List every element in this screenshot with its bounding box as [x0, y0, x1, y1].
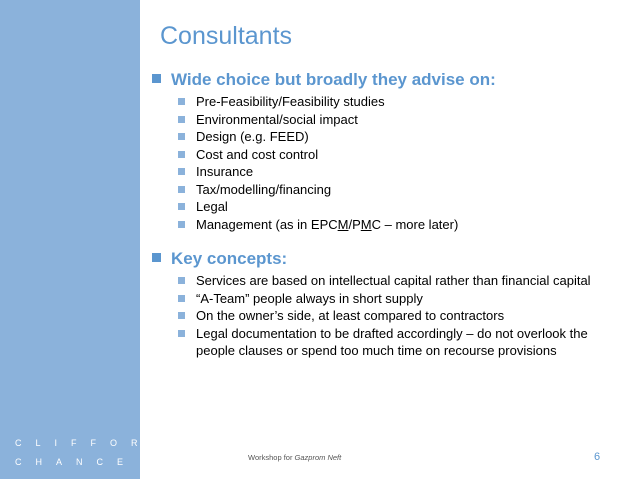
logo-line-1: CLIFFORD — [15, 438, 172, 448]
logo-line-2: CHANCE — [15, 457, 138, 467]
square-bullet-icon — [178, 186, 185, 193]
list-item: Cost and cost control — [176, 146, 616, 164]
section-heading-text: Wide choice but broadly they advise on: — [171, 70, 496, 89]
square-bullet-icon — [178, 151, 185, 158]
square-bullet-icon — [178, 98, 185, 105]
square-bullet-icon — [178, 295, 185, 302]
square-bullet-icon — [152, 74, 161, 83]
section-heading-key-concepts — [152, 249, 287, 269]
list-item: Insurance — [176, 163, 616, 181]
list-item: Environmental/social impact — [176, 111, 616, 129]
square-bullet-icon — [152, 253, 161, 262]
list-item: Design (e.g. FEED) — [176, 128, 616, 146]
clifford-chance-logo — [15, 434, 172, 472]
list-item: Legal documentation to be drafted accordingly – do not overlook the people clauses or spend too much time on recourse provisions — [176, 325, 616, 360]
footer-text: Workshop for Gazprom Neft — [248, 453, 342, 462]
list-item: “A-Team” people always in short supply — [176, 290, 616, 308]
square-bullet-icon — [178, 203, 185, 210]
list-item: Tax/modelling/financing — [176, 181, 616, 199]
list-item: Pre-Feasibility/Feasibility studies — [176, 93, 616, 111]
square-bullet-icon — [178, 221, 185, 228]
list-item: Services are based on intellectual capital rather than financial capital — [176, 272, 616, 290]
square-bullet-icon — [178, 312, 185, 319]
slide-title: Consultants — [160, 22, 293, 50]
key-concepts-list — [176, 272, 616, 360]
page-number: 6 — [594, 451, 601, 463]
section-heading-advise — [152, 70, 496, 90]
square-bullet-icon — [178, 116, 185, 123]
advise-list — [176, 93, 616, 233]
square-bullet-icon — [178, 168, 185, 175]
square-bullet-icon — [178, 330, 185, 337]
list-item: Management (as in EPCM/PMC – more later) — [176, 216, 616, 234]
left-sidebar-panel — [0, 0, 140, 479]
list-item: Legal — [176, 198, 616, 216]
list-item: On the owner’s side, at least compared to contractors — [176, 307, 616, 325]
square-bullet-icon — [178, 133, 185, 140]
square-bullet-icon — [178, 277, 185, 284]
section-heading-text: Key concepts: — [171, 249, 288, 268]
